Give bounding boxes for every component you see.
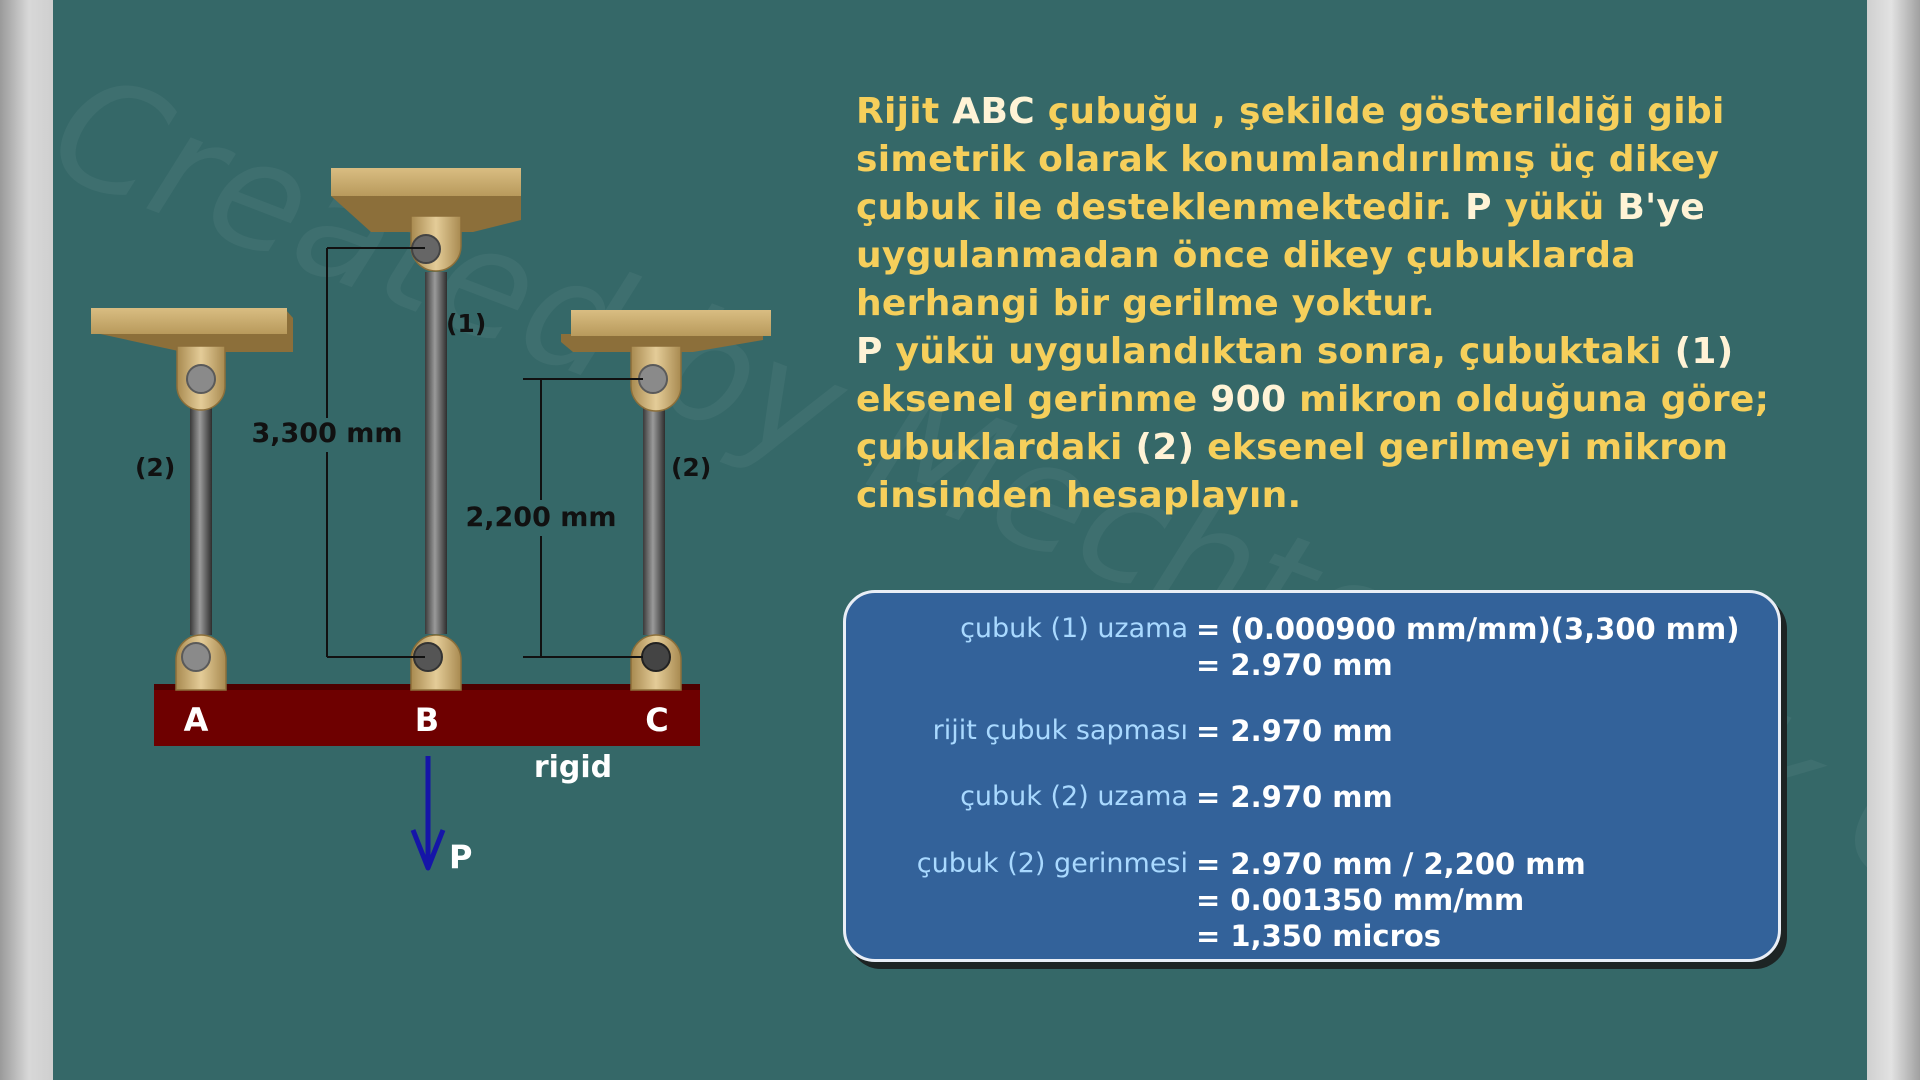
problem-line: Rijit ABC çubuğu , şekilde gösterildiği gibi (856, 91, 1725, 132)
dimension-3300 (327, 248, 425, 657)
solution-value: = (0.000900 mm/mm)(3,300 mm) (1196, 612, 1740, 646)
solution-label: çubuk (2) gerinmesi (916, 848, 1188, 879)
problem-line: eksenel gerinme 900 mikron olduğuna göre; (856, 379, 1770, 420)
rigid-bar-diagram (53, 0, 833, 900)
solution-value: = 1,350 micros (1196, 919, 1442, 953)
dimension-2200-label: 2,200 mm (465, 502, 617, 533)
problem-line: çubuklardaki (2) eksenel gerilmeyi mikron (856, 427, 1729, 468)
pin-top-left (177, 346, 225, 410)
solution-value: = 2.970 mm / 2,200 mm (1196, 847, 1586, 881)
point-a-label: A (183, 701, 209, 739)
pin-bottom-c (631, 635, 681, 690)
solution-value: = 0.001350 mm/mm (1196, 883, 1525, 917)
dimension-3300-label: 3,300 mm (251, 418, 403, 449)
problem-line: herhangi bir gerilme yoktur. (856, 283, 1436, 324)
solution-panel (843, 590, 1781, 962)
rod-2-right (643, 395, 665, 635)
rod-2-left-label: (2) (135, 453, 176, 482)
solution-label: rijit çubuk sapması (932, 715, 1188, 746)
rod-2-right-label: (2) (671, 453, 712, 482)
solution-label: çubuk (1) uzama (960, 613, 1188, 644)
solution-label: çubuk (2) uzama (960, 781, 1188, 812)
pin-top-center (411, 216, 461, 271)
rod-2-left (190, 395, 212, 635)
rod-1-center (425, 272, 447, 634)
rod-1-label: (1) (446, 309, 487, 338)
pin-bottom-b (411, 635, 461, 690)
point-b-label: B (414, 701, 440, 739)
problem-line: çubuk ile desteklenmektedir. P yükü B'ye (856, 187, 1705, 228)
problem-line: cinsinden hesaplayın. (856, 475, 1302, 516)
pin-bottom-a (176, 635, 226, 690)
problem-line: simetrik olarak konumlandırılmış üç dikey (856, 139, 1720, 180)
solution-value: = 2.970 mm (1196, 714, 1393, 748)
load-arrow (413, 756, 443, 868)
problem-statement (856, 88, 1856, 520)
problem-line: uygulanmadan önce dikey çubuklarda (856, 235, 1636, 276)
load-p-label: P (449, 838, 473, 876)
solution-value: = 2.970 mm (1196, 780, 1393, 814)
point-c-label: C (645, 701, 669, 739)
slide (53, 0, 1867, 1080)
rigid-label: rigid (533, 750, 613, 785)
problem-line: P yükü uygulandıktan sonra, çubuktaki (1) (856, 331, 1734, 372)
solution-value: = 2.970 mm (1196, 648, 1393, 682)
